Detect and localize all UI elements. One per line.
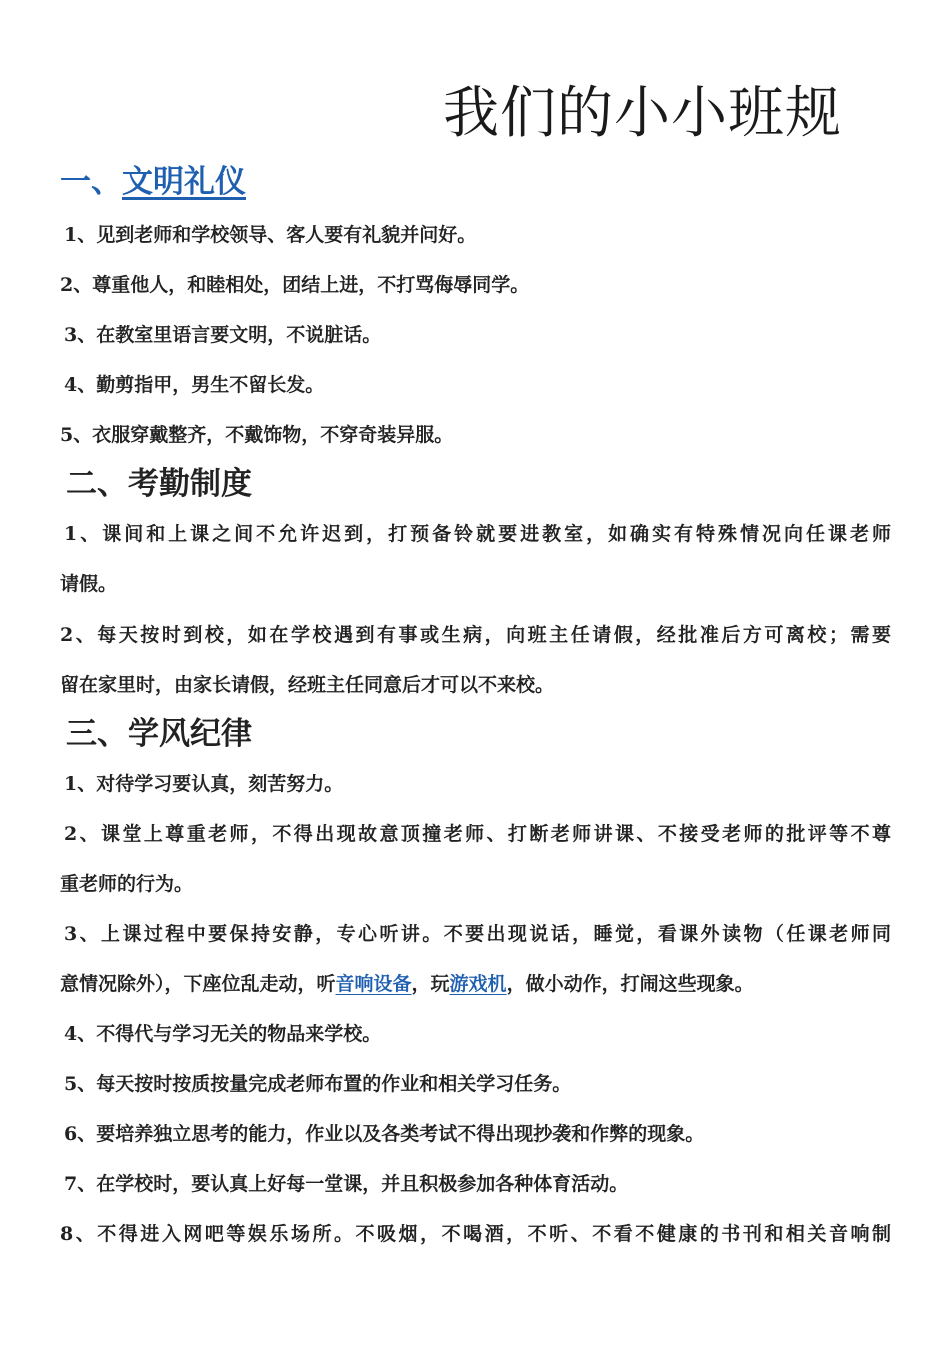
section-heading-etiquette bbox=[60, 162, 246, 202]
rule-item: 5、衣服穿戴整齐，不戴饰物，不穿奇装异服。 bbox=[60, 424, 454, 446]
rule-item-continued bbox=[60, 969, 754, 999]
rule-item: 2、尊重他人，和睦相处，团结上进，不打骂侮辱同学。 bbox=[60, 274, 530, 296]
rule-item: 6、要培养独立思考的能力，作业以及各类考试不得出现抄袭和作弊的现象。 bbox=[64, 1123, 705, 1145]
rule-item-continued: 留在家里时，由家长请假，经班主任同意后才可以不来校。 bbox=[60, 674, 555, 696]
rule-item: 2、每天按时到校，如在学校遇到有事或生病，向班主任请假，经批准后方可离校；需要 bbox=[60, 624, 891, 646]
rule-item: 8、不得进入网吧等娱乐场所。不吸烟，不喝酒，不听、不看不健康的书刊和相关音响制 bbox=[60, 1223, 891, 1245]
etiquette-link[interactable]: 文明礼仪 bbox=[122, 164, 246, 200]
rule-item: 4、勤剪指甲，男生不留长发。 bbox=[64, 374, 325, 396]
section-number: 一、 bbox=[60, 164, 122, 200]
rule-item-continued: 请假。 bbox=[60, 573, 118, 595]
rule-item: 4、不得代与学习无关的物品来学校。 bbox=[64, 1023, 382, 1045]
rule-item: 3、上课过程中要保持安静，专心听讲。不要出现说话，睡觉，看课外读物（任课老师同 bbox=[64, 923, 891, 945]
text-fragment: ，玩 bbox=[411, 973, 450, 995]
rule-item: 1、课间和上课之间不允许迟到，打预备铃就要进教室，如确实有特殊情况向任课老师 bbox=[64, 523, 891, 545]
rule-item: 1、对待学习要认真，刻苦努力。 bbox=[64, 773, 344, 795]
rule-item: 1、见到老师和学校领导、客人要有礼貌并问好。 bbox=[64, 224, 477, 246]
rule-item: 5、每天按时按质按量完成老师布置的作业和相关学习任务。 bbox=[64, 1073, 572, 1095]
section-heading-discipline: 三、学风纪律 bbox=[66, 716, 252, 752]
rule-item: 3、在教室里语言要文明，不说脏话。 bbox=[64, 324, 382, 346]
rule-item: 2、课堂上尊重老师，不得出现故意顶撞老师、打断老师讲课、不接受老师的批评等不尊 bbox=[64, 823, 891, 845]
text-fragment: 意情况除外），下座位乱走动，听 bbox=[60, 973, 336, 995]
rule-item-continued: 重老师的行为。 bbox=[60, 873, 194, 895]
page-title: 我们的小小班规 bbox=[443, 81, 842, 146]
audio-equipment-link[interactable]: 音响设备 bbox=[335, 973, 412, 995]
text-fragment: ，做小动作，打闹这些现象。 bbox=[506, 973, 754, 995]
game-console-link[interactable]: 游戏机 bbox=[449, 973, 507, 995]
section-heading-attendance: 二、考勤制度 bbox=[66, 466, 252, 502]
rule-item: 7、在学校时，要认真上好每一堂课，并且积极参加各种体育活动。 bbox=[64, 1173, 629, 1195]
